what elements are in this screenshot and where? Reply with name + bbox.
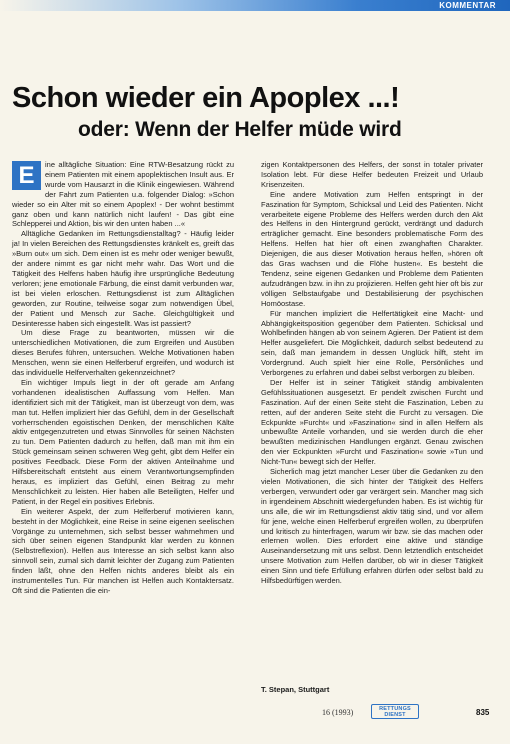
magazine-logo: [371, 704, 419, 719]
logo-text-line1: RETTUNGS: [379, 705, 411, 712]
paragraph: ine alltägliche Situation: Eine RTW-Besatzung rückt zu einem Patienten mit einem apoplektischen Insult aus. Er wurde vom Hausarzt in die Klinik eingewiesen. Während der Fahrt zum Patienten u.a. folgender Dialog: »Schon wieder so ein Alter mit so einem Apoplex! - Der wohnt bestimmt ganz oben und kann natürlich nicht laufen! - Das gibt eine Schlepperei und Aktion, bis wir den unten haben ...«: [12, 160, 234, 229]
issue-number: 16 (1993): [322, 708, 354, 717]
author-signature: T. Stepan, Stuttgart: [261, 685, 330, 694]
paragraph: Der Helfer ist in seiner Tätigkeit ständig ambivalenten Gefühlssituationen ausgesetzt. Er pendelt zwischen Furcht und Faszination. Auf der einen Seite steht die Faszination, Leben zu retten, auf der anderen Seite steht die Furcht zu versagen. Die Eckpunkte »Furcht« und »Faszination« sind in allen Helfern als unbewußte Anteile vorhanden, und sie werden durch die eher bewußten medizinischen Handlungen ergänzt. Genau zwischen den vier Eckpunkten »Furcht und Faszination« sowie »Tun und Nicht-Tun« bewegt sich der Helfer.: [261, 377, 483, 467]
drop-cap: E: [12, 161, 41, 190]
paragraph: Für manchen impliziert die Helfertätigkeit eine Macht- und Abhängigkeitsposition gegenüber dem Patienten. Schicksal und Wohlbefinden hängen ab von seinem Agieren. Der Patient ist dem Helfer ausgeliefert. Die Möglichkeit, dadurch selbst bedeutend zu sein, daß man jemandem in dessen Unglück hilft, steht im Vordergrund. Auch spielt hier eine Rolle, Persönliches und Verborgenes zu erfahren und dabei selbst verborgen zu bleiben.: [261, 308, 483, 378]
page-title: Schon wieder ein Apoplex ...!: [12, 82, 400, 114]
paragraph: zigen Kontaktpersonen des Helfers, der sonst in totaler privater Isolation lebt. Für diese Helfer bedeuten Freizeit und Urlaub Krisenzeiten.: [261, 160, 483, 189]
article-column-left: [12, 160, 234, 596]
paragraph: Sicherlich mag jetzt mancher Leser über die Gedanken zu den vielen Motivationen, die sich hinter der Tätigkeit des Helfers verbergen, verwundert oder gar verärgert sein. Mancher mag sich in irgendeinem Abschnitt wiedergefunden haben. Es ist wichtig für uns alle, die wir im Rettungsdienst aktiv tätig sind, und vor allem für jene, welche einen Helferberuf ergreifen wollen, zu überprüfen und kritisch zu hinterfragen, warum wir bzw. sie das machen oder erlernen wollen. Dies erfordert eine aktive und ständige Auseinandersetzung mit uns selbst. Denn letztendlich entscheidet unsere Motivation zum Helfen darüber, ob wir in dieser Tätigkeit einen Sinn und tiefe Erfüllung erfahren dürfen oder selbst bald zu Hilfsbedürftigen werden.: [261, 467, 483, 586]
section-label: KOMMENTAR: [439, 1, 496, 10]
page-number: 835: [476, 708, 490, 717]
logo-text-line2: DIENST: [384, 711, 406, 718]
paragraph: Ein weiterer Aspekt, der zum Helferberuf motivieren kann, besteht in der Möglichkeit, eine Reise in seine eigenen seelischen Vorgänge zu unternehmen, sich selbst besser wahrnehmen und sich über seinen eigenen Standpunkt klar werden zu können (Selbstreflexion). Helfen aus Interesse an sich selbst kann also sinnvoll sein, zumal sich damit leichter der Zugang zum Patienten finden läßt, ohne den Helfen nichts anderes bleibt als ein instrumentelles Tun. Für manchen ist Helfen auch Kontaktersatz. Oft sind die Patienten die ein-: [12, 506, 234, 595]
header-bar: [0, 0, 510, 11]
paragraph: Alltägliche Gedanken im Rettungsdienstalltag? - Häufig leider ja! In vielen Bereichen des Rettungsdienstes kränkelt es, greift das »Burn out« um sich. Dem einen ist es mehr oder weniger bewußt, der andere nimmt es gar nicht mehr wahr. Das Wort und die Tätigkeit des Helfens haben häufig ihre ursprüngliche Bedeutung verloren; jene emotionale Färbung, die einst damit verbunden war, ist bei vielen erloschen. Rettungsdienst ist zum Alltäglichen geworden, zur Routine, teilweise sogar zum notwendigen Übel, der Patient und Mensch zur Sache. Gleichgültigkeit und Desinteresse haben sich eingestellt. Was ist passiert?: [12, 229, 234, 328]
article-column-right: [261, 160, 483, 586]
page-subtitle: oder: Wenn der Helfer müde wird: [78, 118, 402, 141]
paragraph: Um diese Frage zu beantworten, müssen wir die unterschiedlichen Motivationen, die zum Ergreifen und Ausüben dieses Berufes führen, untersuchen. Welche Motivationen haben Menschen, wenn sie einen Helferberuf ergreifen, und wodurch ist das individuelle Helferverhalten gekennzeichnet?: [12, 328, 234, 378]
paragraph: Eine andere Motivation zum Helfen entspringt in der Faszination für Symptom, Schicksal und Leid des Patienten. Nicht verarbeitete eigene Probleme des Helfers werden durch den Akt des Helfens in den Hintergrund gerückt, verdrängt und dadurch erträglicher gemacht. Eine besonders problematische Form des Helfens. Helfen hat hier oft einen zwanghaften Charakter. Diejenigen, die aus dieser Motivation heraus helfen, »hören oft das Gras wachsen und die Flöhe husten«. Es besteht die Tendenz, seine eigenen Gedanken und Probleme dem Patienten aufzudrängen bzw. in ihn zu projizieren. Helfen geht hier oft bis zur völligen Selbstaufgabe und Destabilisierung der psychischen Homöostase.: [261, 189, 483, 308]
paragraph: Ein wichtiger Impuls liegt in der oft gerade am Anfang vorhandenen idealistischen Auffassung vom Helfen. Man identifiziert sich mit der Tätigkeit, man ist überzeugt von dem, was man tut. Helfen impliziert hier das Gefühl, dem in der Gesellschaft vorherrschenden egoistischen Denken, der menschlichen Kälte aktiv entgegenzutreten und etwas Sinnvolles für seinen Nächsten zu tun. Dem Patienten dadurch zu helfen, daß man mit ihm ein Stück gemeinsam seinen schweren Weg geht, gibt dem Helfer ein positives Feedback. Diese Form der aktiven Anteilnahme und Hilfsbereitschaft entsteht aus einem Verantwortungsempfinden heraus, es impliziert das Gefühl, einen Beitrag zu mehr Menschlichkeit zu leisten. Hier haben alle Beteiligten, Helfer und Patient, in der Regel ein positives Erlebnis.: [12, 377, 234, 506]
